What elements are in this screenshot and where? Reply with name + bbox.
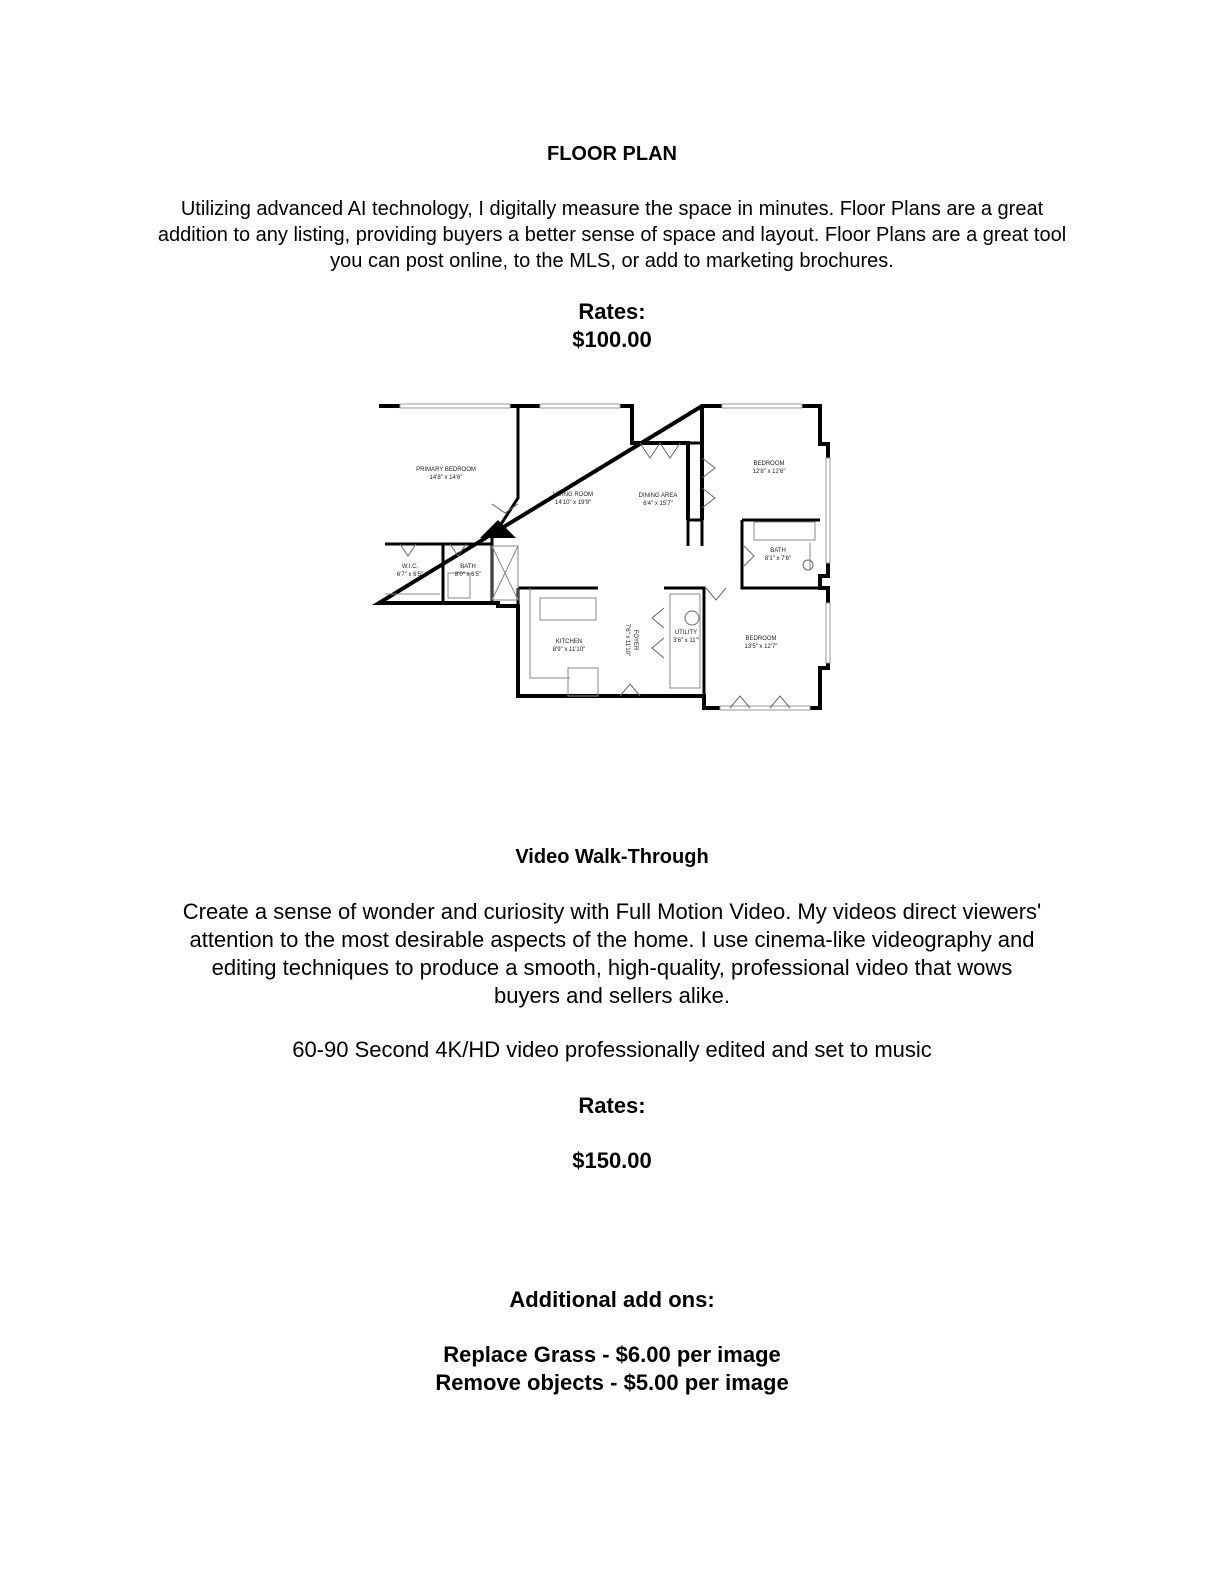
room-label: 3'6" x 11'" bbox=[673, 638, 699, 644]
addon-item: Remove objects - $5.00 per image bbox=[435, 1370, 789, 1395]
video-rate: $150.00 bbox=[572, 1148, 652, 1173]
room-size: 14'8" x 14'6" bbox=[429, 475, 463, 481]
room-label: LIVING ROOM bbox=[552, 492, 594, 498]
video-detail: 60-90 Second 4K/HD video professionally edited and set to music bbox=[292, 1037, 932, 1062]
room-label: BEDROOM bbox=[745, 636, 777, 642]
room-label: 6'7" x 6'5" bbox=[396, 572, 424, 578]
room-label: 6'4" x 15'7" bbox=[643, 501, 673, 507]
floor-plan-drawing bbox=[370, 398, 840, 718]
floor-plan-rates-label: Rates: bbox=[578, 299, 646, 324]
video-description: Create a sense of wonder and curiosity with Full Motion Video. My videos direct viewers' attention to the most desirable aspects of the home. I use cinema-like videography and editing techniques to produce a smooth, high-quality, professional video that wows buyers and sellers alike. bbox=[182, 899, 1042, 1008]
room-label: KITCHEN bbox=[555, 639, 583, 645]
room-label: 8'9" x 11'10" bbox=[552, 647, 586, 653]
room-label: UTILITY bbox=[674, 630, 698, 636]
room-label: 7'6" x 11'10" bbox=[624, 623, 630, 657]
video-rates-label: Rates: bbox=[578, 1093, 646, 1118]
room-label: 8'0" x 6'5" bbox=[454, 572, 482, 578]
room-label: FOYER bbox=[632, 629, 638, 651]
room-label: 12'8" x 12'6" bbox=[752, 469, 786, 475]
addons-heading: Additional add ons: bbox=[509, 1287, 715, 1312]
room-label: BATH bbox=[770, 548, 786, 554]
room-label: 8'1" x 7'6" bbox=[764, 556, 792, 562]
room-label: 13'5" x 12'7" bbox=[744, 644, 778, 650]
room-label: 14'10" x 19'9" bbox=[554, 500, 592, 506]
room-label: PRIMARY BEDROOM bbox=[416, 467, 476, 473]
floor-plan-heading: FLOOR PLAN bbox=[547, 143, 677, 165]
video-heading: Video Walk-Through bbox=[515, 846, 709, 868]
floor-plan-rate: $100.00 bbox=[572, 327, 652, 352]
floor-plan-description: Utilizing advanced AI technology, I digitally measure the space in minutes. Floor Plans are a great addition to any listing, providing buyers a better sense of space and layout. Floor Plans are a great tool you can post online, to the MLS, or add to marketing brochures. bbox=[157, 198, 1067, 272]
room-label: W.I.C. bbox=[401, 564, 419, 570]
addon-item: Replace Grass - $6.00 per image bbox=[443, 1342, 781, 1367]
room-label: BEDROOM bbox=[753, 461, 785, 467]
room-label: DINING AREA bbox=[638, 493, 678, 499]
room-label: BATH bbox=[460, 564, 476, 570]
